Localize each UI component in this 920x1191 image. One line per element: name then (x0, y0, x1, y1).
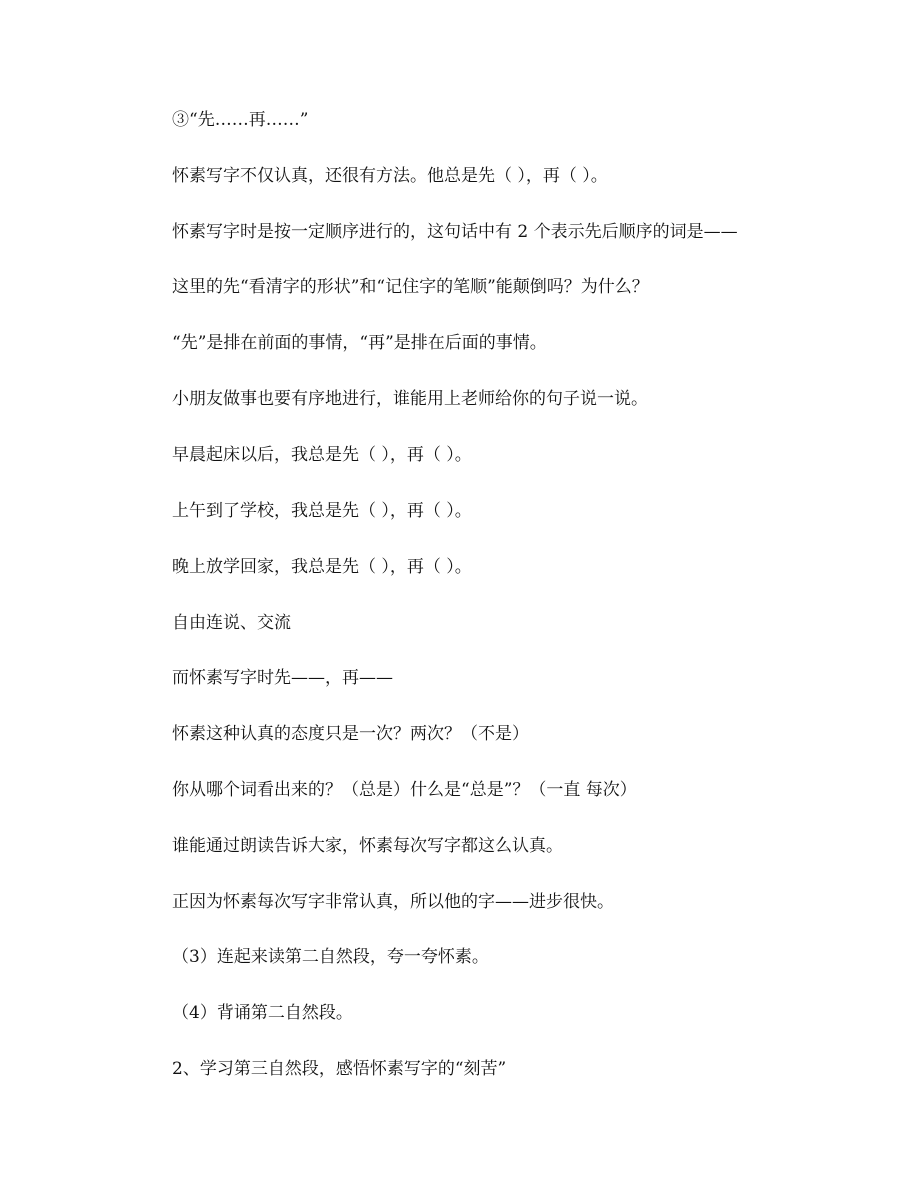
text-line: 怀素写字时是按一定顺序进行的，这句话中有 2 个表示先后顺序的词是—— (172, 222, 738, 242)
text-line: 你从哪个词看出来的？（总是）什么是“总是”？（一直 每次） (172, 780, 637, 800)
text-line: “先”是排在前面的事情，“再”是排在后面的事情。 (172, 333, 547, 353)
text-line: 自由连说、交流 (172, 613, 291, 633)
text-line: （3）连起来读第二自然段，夸一夸怀素。 (172, 947, 489, 967)
text-line: 谁能通过朗读告诉大家，怀素每次写字都这么认真。 (172, 836, 563, 856)
text-line: 怀素这种认真的态度只是一次？两次？（不是） (172, 724, 529, 744)
text-line: 早晨起床以后，我总是先（ ），再（ ）。 (172, 445, 472, 465)
text-line: 正因为怀素每次写字非常认真，所以他的字——进步很快。 (172, 892, 614, 912)
text-line: 晚上放学回家，我总是先（ ），再（ ）。 (172, 557, 472, 577)
text-line: 这里的先“看清字的形状”和“记住字的笔顺”能颠倒吗？为什么？ (172, 277, 649, 297)
text-line: 2、学习第三自然段，感悟怀素写字的“刻苦” (172, 1059, 507, 1079)
text-line: （4）背诵第二自然段。 (172, 1003, 353, 1023)
text-line: 小朋友做事也要有序地进行，谁能用上老师给你的句子说一说。 (172, 389, 648, 409)
text-line: 怀素写字不仅认真，还很有方法。他总是先（ ），再（ ）。 (172, 166, 608, 186)
text-line: 而怀素写字时先——，再—— (172, 668, 393, 688)
text-line: 上午到了学校，我总是先（ ），再（ ）。 (172, 501, 472, 521)
text-line: ③“先……再……” (172, 110, 309, 130)
